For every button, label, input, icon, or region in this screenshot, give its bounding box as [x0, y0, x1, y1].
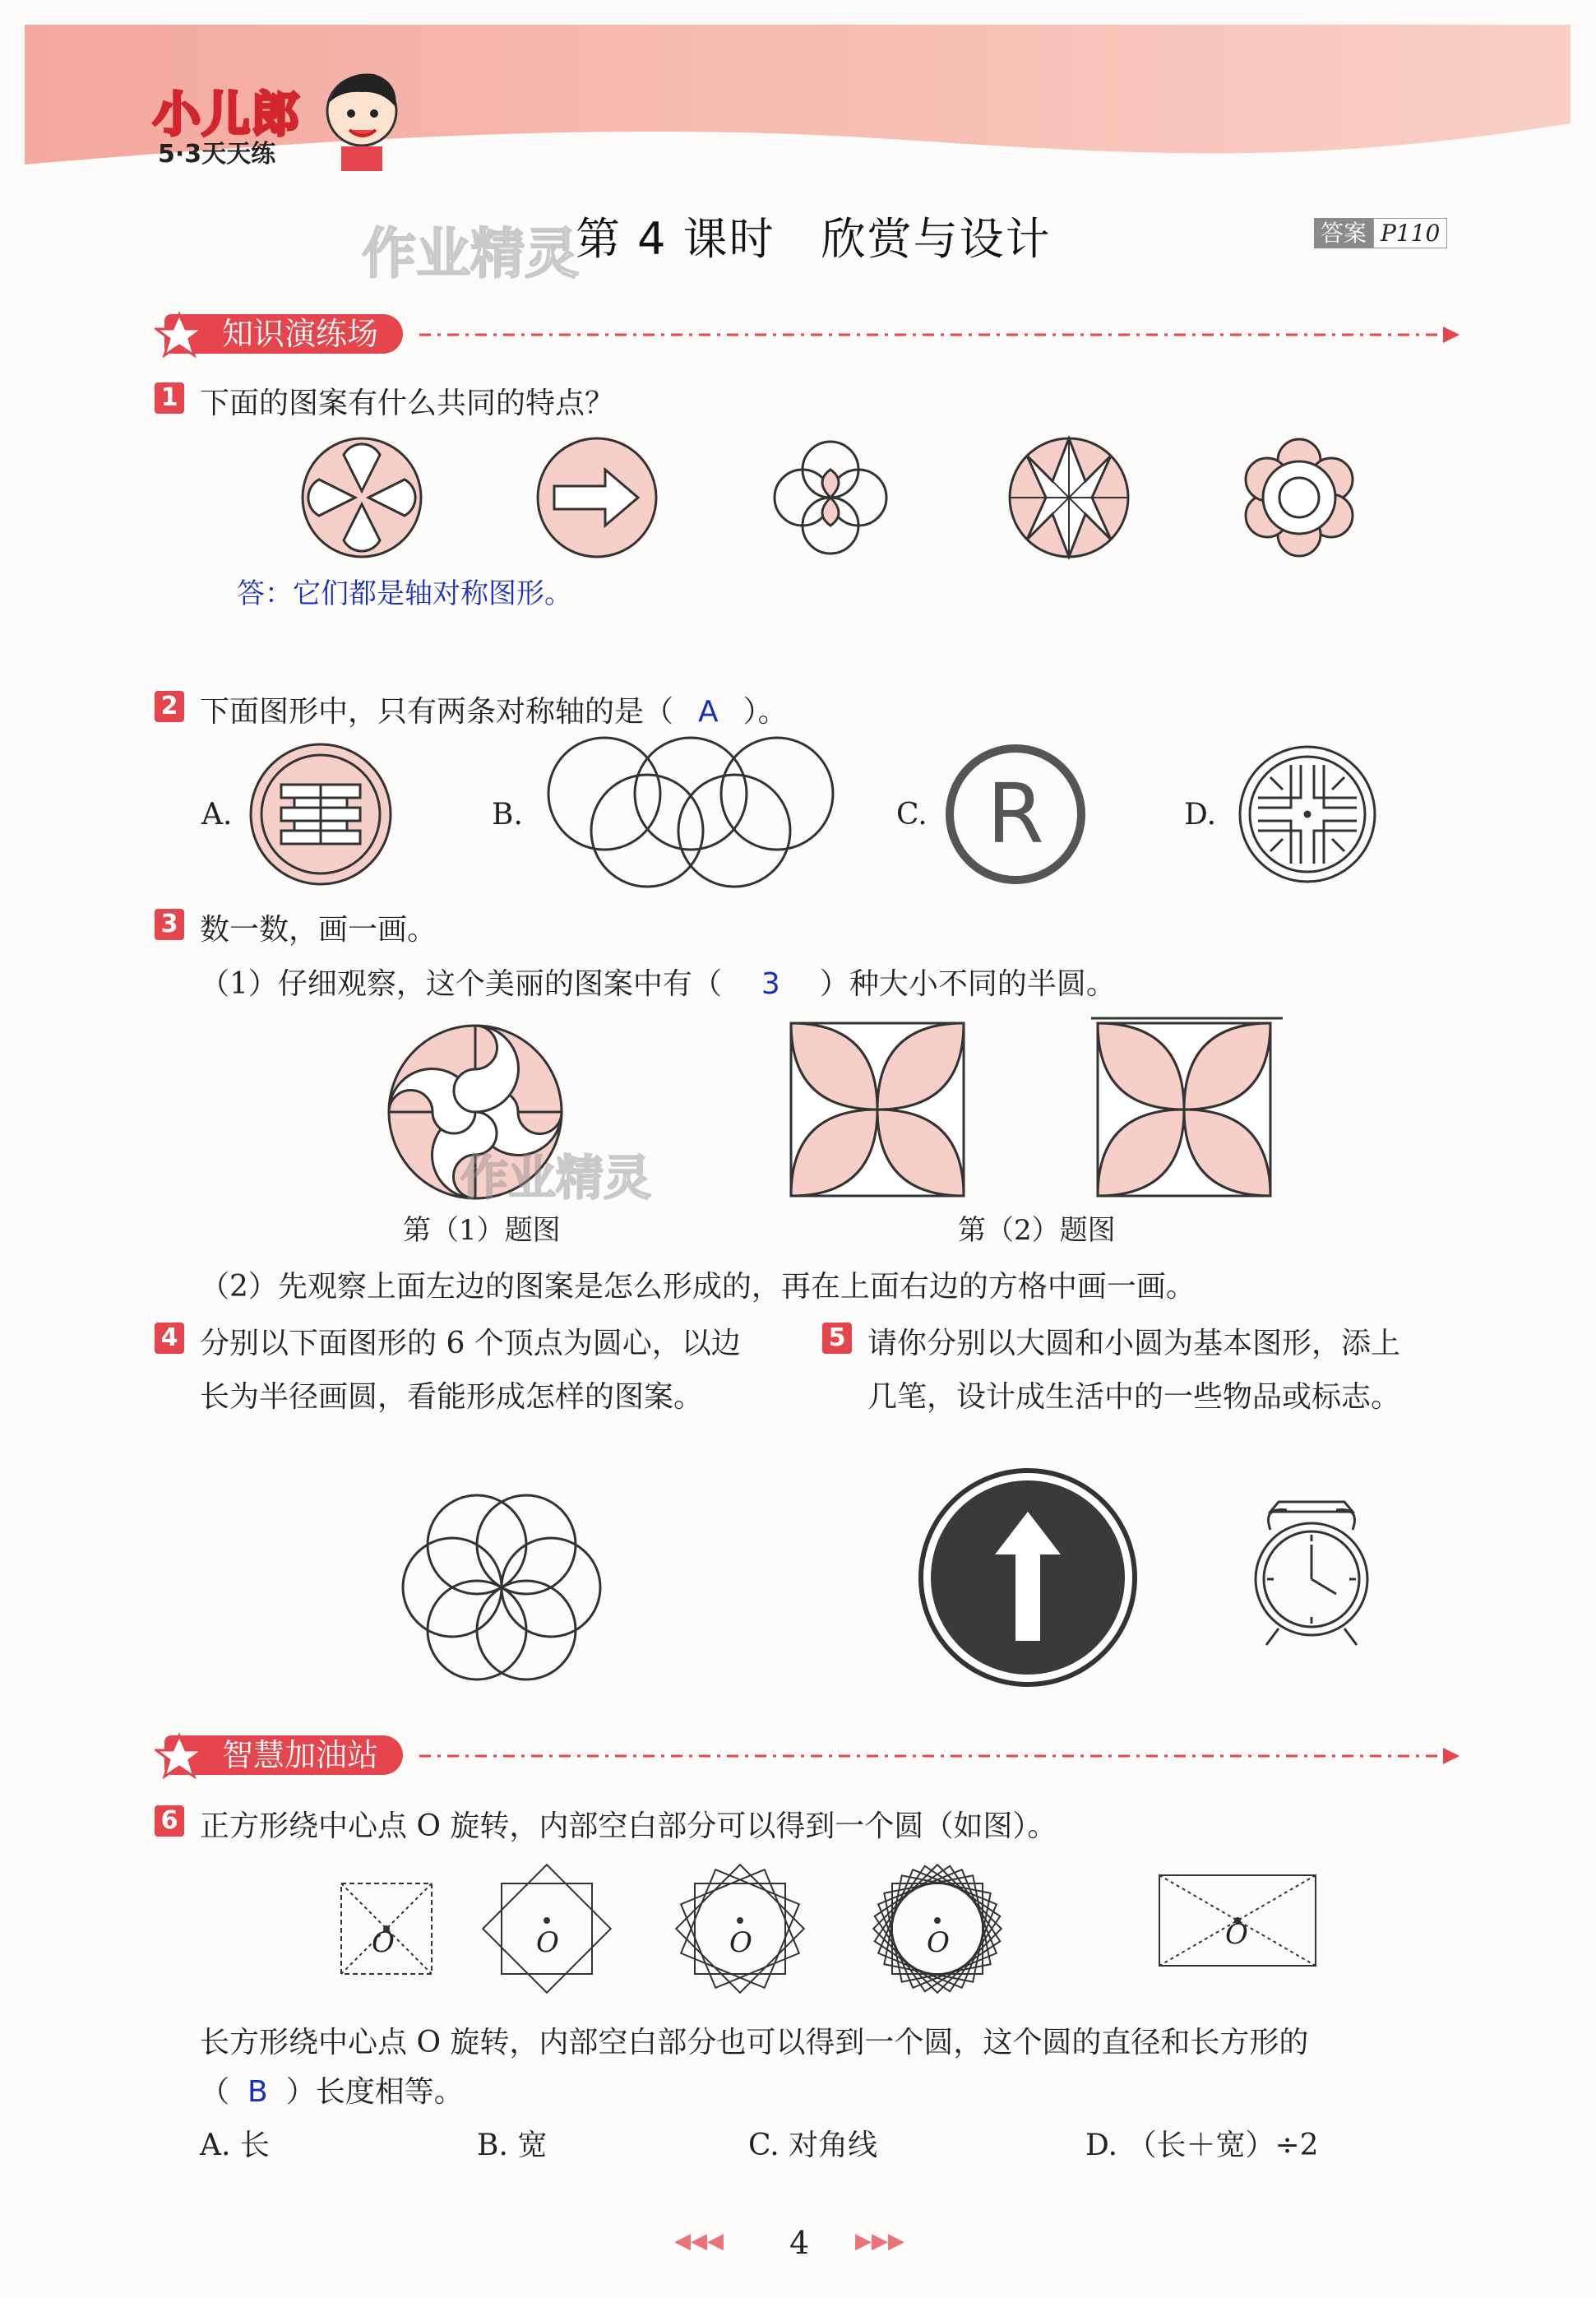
page-number: 4: [789, 2225, 810, 2261]
question-6-suffix: ）长度相等。: [285, 2075, 464, 2109]
question-number-4: 4: [155, 1323, 184, 1354]
figure-registered-mark: [950, 748, 1081, 880]
o-label-5: O: [1225, 1918, 1248, 1951]
answer-reference: [1314, 215, 1447, 248]
alarm-clock-icon: [1246, 1497, 1377, 1653]
section-divider-2: [419, 1746, 1464, 1766]
figure-square-petals-empty: [791, 1023, 964, 1196]
question-2-text: [200, 688, 788, 730]
watermark: 作业精灵: [362, 222, 579, 285]
q6-option-b: B. 宽: [477, 2129, 548, 2162]
figure-four-circles: [775, 442, 886, 554]
q6-option-a: A. 长: [200, 2129, 270, 2162]
question-3-sub1: [200, 961, 1116, 1003]
o-label-3: O: [729, 1926, 752, 1959]
question-1-text: 下面的图案有什么共同的特点？: [200, 387, 615, 420]
question-number-6: 6: [155, 1805, 184, 1837]
caption-figure-1: 第（1）题图: [403, 1214, 561, 1247]
q2-figures: [238, 736, 1398, 892]
page-title: 第 4 课时 欣赏与设计: [576, 213, 1052, 265]
question-4-line2: 长为半径画圆，看能形成怎样的图案。: [200, 1380, 704, 1414]
logo-main: 小儿郎: [153, 86, 302, 142]
question-3-sub1-suffix: ）种大小不同的半圆。: [819, 967, 1116, 1001]
q2-option-d: D.: [1184, 798, 1217, 832]
figure-arrow-circle: [538, 438, 656, 557]
question-4-line1: 分别以下面图形的 6 个顶点为圆心，以边: [200, 1327, 741, 1360]
figure-five-rings: [548, 738, 833, 887]
section-title-2: 智慧加油站: [164, 1735, 403, 1775]
question-6-line2: 长方形绕中心点 O 旋转，内部空白部分也可以得到一个圆，这个圆的直径和长方形的: [200, 2026, 1309, 2059]
answer-label: 答案: [1314, 218, 1373, 248]
question-5-line2: 几笔，设计成生活中的一些物品或标志。: [867, 1380, 1401, 1414]
question-6-line3: [200, 2069, 464, 2110]
question-6-prefix: （: [200, 2075, 230, 2109]
question-number-3: 3: [155, 909, 184, 940]
prev-page-arrows-icon: ◀◀◀: [674, 2229, 724, 2254]
question-number-1: 1: [155, 382, 184, 414]
q6-option-d: D. （长＋宽）÷2: [1085, 2129, 1319, 2162]
answer-page: P110: [1373, 218, 1447, 248]
o-label-2: O: [536, 1926, 559, 1959]
q2-option-a: A.: [201, 798, 233, 832]
figure-propeller: [303, 438, 421, 557]
figure-lattice: [1240, 747, 1375, 882]
question-5-line1: 请你分别以大圆和小圆为基本图形，添上: [867, 1327, 1401, 1360]
q2-option-c: C.: [896, 798, 928, 832]
q2-option-b: B.: [492, 798, 523, 832]
figure-hexagon-circles: [395, 1448, 608, 1694]
next-page-arrows-icon: ▶▶▶: [855, 2229, 904, 2254]
q6-option-c: C. 对角线: [748, 2129, 878, 2162]
question-number-2: 2: [155, 691, 184, 722]
star-badge-icon-2: [155, 1732, 212, 1781]
question-3-sub1-prefix: （1）仔细观察，这个美丽的图案中有（: [200, 967, 722, 1001]
watermark-2: 作业精灵: [460, 1150, 652, 1206]
question-2-answer: A: [698, 695, 719, 729]
figure-square-petals-answer: [1091, 1018, 1283, 1196]
question-6-answer: B: [247, 2075, 268, 2109]
q1-figures: [296, 428, 1381, 568]
caption-figure-2: 第（2）题图: [958, 1214, 1116, 1247]
figure-octagram: [1010, 438, 1128, 557]
logo-sub: 5·3天天练: [158, 140, 276, 169]
figure-flower: [1246, 439, 1353, 556]
q6-figures: [325, 1859, 1344, 2007]
question-6-text: 正方形绕中心点 O 旋转，内部空白部分可以得到一个圆（如图）。: [200, 1809, 1057, 1843]
question-3-sub1-answer: 3: [761, 967, 780, 1001]
question-2-prefix: 下面图形中，只有两条对称轴的是（: [200, 695, 674, 729]
question-2-suffix: ）。: [742, 695, 788, 729]
svg-text:R: R: [987, 766, 1044, 862]
o-label-1: O: [372, 1926, 395, 1959]
question-number-5: 5: [822, 1323, 852, 1354]
o-label-4: O: [927, 1926, 950, 1959]
mascot-icon: [317, 66, 407, 173]
section-divider: [419, 325, 1464, 345]
figure-coin-logo: [251, 744, 391, 884]
question-1-answer: 答：它们都是轴对称图形。: [237, 577, 572, 610]
question-3-text: 数一数，画一画。: [200, 913, 437, 947]
no-entry-sign-icon: [917, 1464, 1139, 1690]
question-3-sub2: （2）先观察上面左边的图案是怎么形成的，再在上面右边的方格中画一画。: [200, 1270, 1196, 1304]
star-badge-icon: [155, 311, 212, 360]
section-title-1: 知识演练场: [164, 314, 403, 354]
